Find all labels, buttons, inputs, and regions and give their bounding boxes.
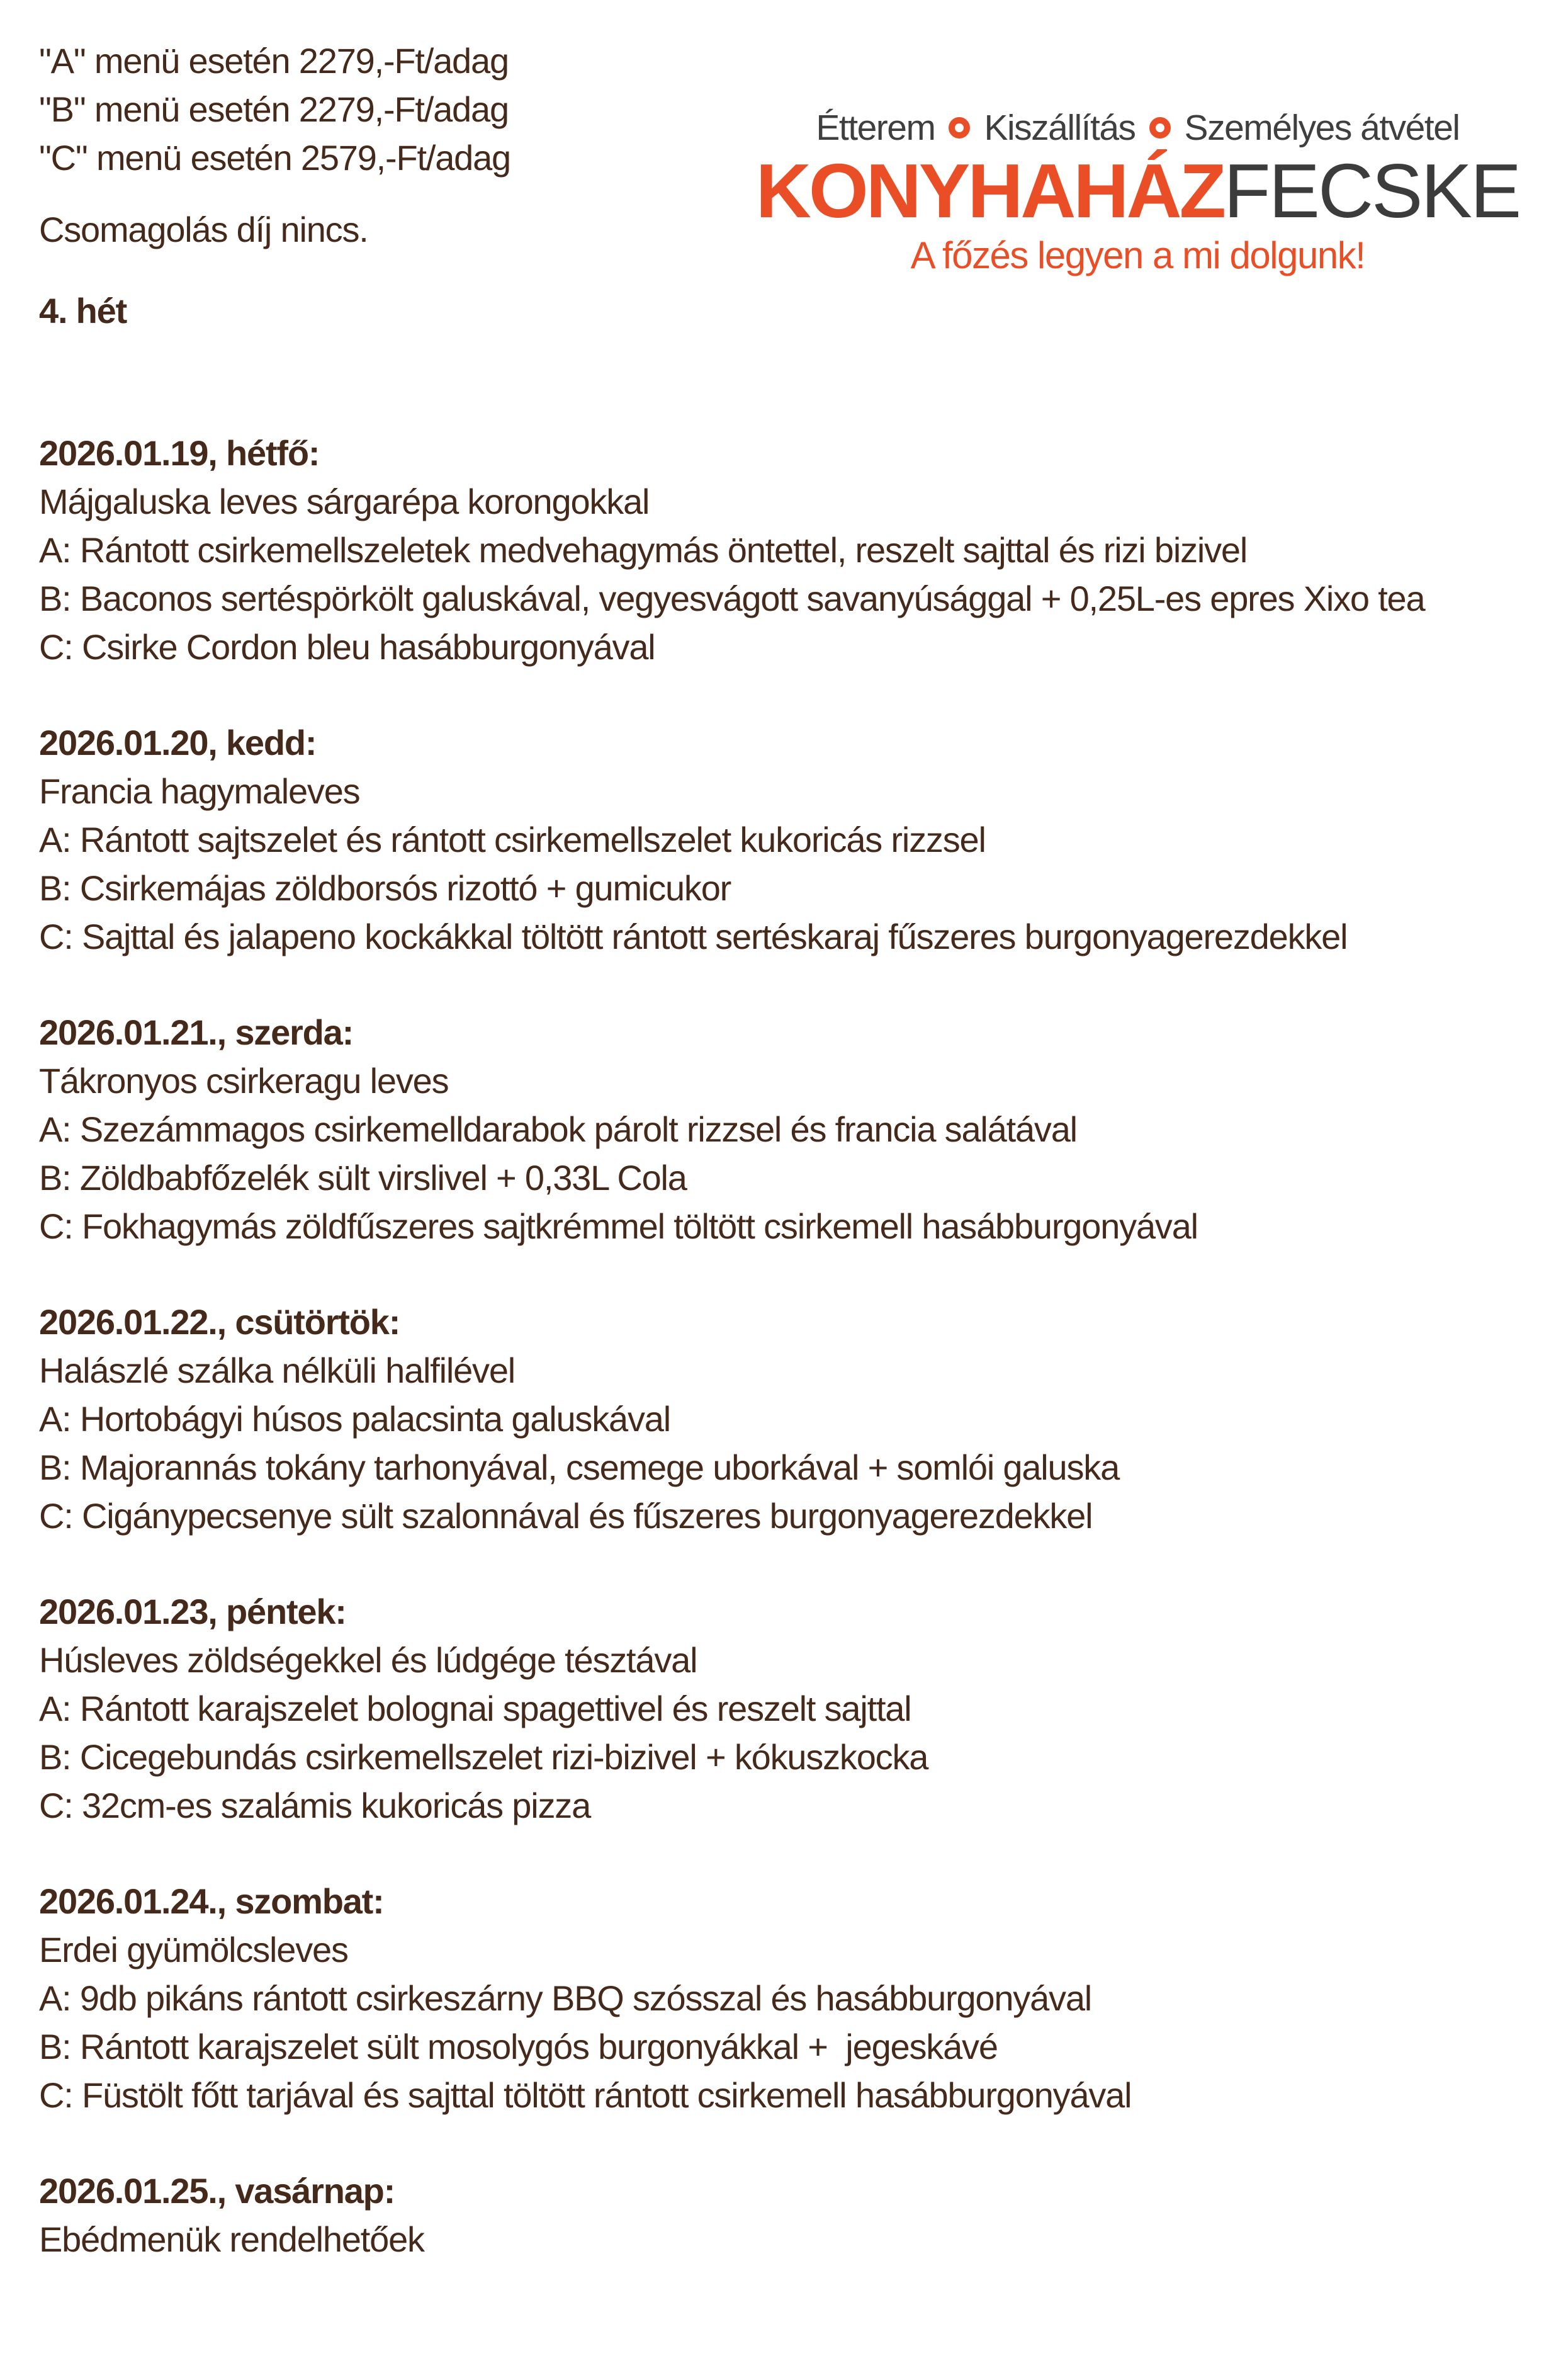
price-line-menu-c: "C" menü esetén 2579,-Ft/adag bbox=[39, 138, 510, 178]
day-section bbox=[39, 1008, 1543, 1250]
menu-line: Tákronyos csirkeragu leves bbox=[39, 1061, 449, 1101]
menu-line: Húsleves zöldségekkel és lúdgége tésztával bbox=[39, 1640, 697, 1680]
menu-line: C: Sajttal és jalapeno kockákkal töltött rántott sertéskaraj fűszeres burgonyagerezdekkel bbox=[39, 917, 1348, 956]
menu-line: Májgaluska leves sárgarépa korongokkal bbox=[39, 482, 650, 521]
menu-line: A: Rántott karajszelet bolognai spagettivel és reszelt sajttal bbox=[39, 1689, 911, 1728]
menu-line: A: Rántott csirkemellszeletek medvehagymás öntettel, reszelt sajttal és rizi bizivel bbox=[39, 530, 1248, 570]
menu-line: C: Füstölt főtt tarjával és sajttal töltött rántott csirkemell hasábburgonyával bbox=[39, 2075, 1132, 2115]
day-section bbox=[39, 2167, 1543, 2264]
logo-tagline: A főzés legyen a mi dolgunk! bbox=[910, 234, 1365, 276]
day-heading: 2026.01.19, hétfő: bbox=[39, 433, 320, 473]
menu-line: B: Rántott karajszelet sült mosolygós burgonyákkal + jegeskávé bbox=[39, 2027, 998, 2066]
menu-line: A: 9db pikáns rántott csirkeszárny BBQ szósszal és hasábburgonyával bbox=[39, 1978, 1092, 2018]
menu-line: B: Baconos sertéspörkölt galuskával, vegyesvágott savanyúsággal + 0,25L-es epres Xixo tea bbox=[39, 579, 1425, 618]
menu-line: B: Csirkemájas zöldborsós rizottó + gumicukor bbox=[39, 868, 731, 908]
logo-service-kiszallitas: Kiszállítás bbox=[984, 108, 1136, 148]
day-section bbox=[39, 1877, 1543, 2119]
day-heading: 2026.01.25., vasárnap: bbox=[39, 2171, 395, 2211]
day-section bbox=[39, 429, 1543, 671]
day-section bbox=[39, 1587, 1543, 1830]
menu-line: Ebédmenük rendelhetőek bbox=[39, 2219, 424, 2259]
week-label: 4. hét bbox=[39, 291, 127, 331]
menu-line: B: Zöldbabfőzelék sült virslivel + 0,33L Cola bbox=[39, 1158, 687, 1198]
menu-line: C: Csirke Cordon bleu hasábburgonyával bbox=[39, 627, 655, 667]
price-line-menu-a: "A" menü esetén 2279,-Ft/adag bbox=[39, 41, 509, 81]
day-heading: 2026.01.24., szombat: bbox=[39, 1881, 384, 1921]
menu-line: A: Szezámmagos csirkemelldarabok párolt rizzsel és francia salátával bbox=[39, 1109, 1077, 1149]
brand-fecske: FECSKE bbox=[1224, 148, 1520, 234]
menu-line: A: Hortobágyi húsos palacsinta galuskával bbox=[39, 1399, 670, 1439]
brand-konyhahaz: KONYHAHÁZ bbox=[755, 148, 1224, 234]
logo-service-etterem: Étterem bbox=[816, 108, 935, 148]
logo-service-szemelyes-atvetel: Személyes átvétel bbox=[1184, 108, 1460, 148]
day-section bbox=[39, 1298, 1543, 1540]
menu-line: C: Cigánypecsenye sült szalonnával és fűszeres burgonyagerezdekkel bbox=[39, 1496, 1093, 1536]
price-list bbox=[39, 37, 1543, 182]
menu-line: B: Cicegebundás csirkemellszelet rizi-bizivel + kókuszkocka bbox=[39, 1737, 928, 1777]
day-heading: 2026.01.21., szerda: bbox=[39, 1012, 354, 1052]
menu-line: Halászlé szálka nélküli halfilével bbox=[39, 1351, 516, 1390]
packaging-note: Csomagolás díj nincs. bbox=[39, 210, 368, 249]
menu-line: A: Rántott sajtszelet és rántott csirkemellszelet kukoricás rizzsel bbox=[39, 820, 986, 859]
day-heading: 2026.01.22., csütörtök: bbox=[39, 1302, 400, 1342]
day-section bbox=[39, 718, 1543, 961]
menu-line: Francia hagymaleves bbox=[39, 771, 360, 811]
menu-line: C: 32cm-es szalámis kukoricás pizza bbox=[39, 1786, 591, 1825]
menu-line: B: Majorannás tokány tarhonyával, csemege uborkával + somlói galuska bbox=[39, 1448, 1120, 1487]
day-heading: 2026.01.23, péntek: bbox=[39, 1592, 346, 1631]
price-line-menu-b: "B" menü esetén 2279,-Ft/adag bbox=[39, 89, 509, 129]
menu-line: Erdei gyümölcsleves bbox=[39, 1930, 348, 1969]
menu-line: C: Fokhagymás zöldfűszeres sajtkrémmel töltött csirkemell hasábburgonyával bbox=[39, 1206, 1198, 1246]
day-heading: 2026.01.20, kedd: bbox=[39, 723, 317, 762]
day-sections bbox=[39, 429, 1543, 2264]
menu-content bbox=[39, 37, 1543, 2311]
